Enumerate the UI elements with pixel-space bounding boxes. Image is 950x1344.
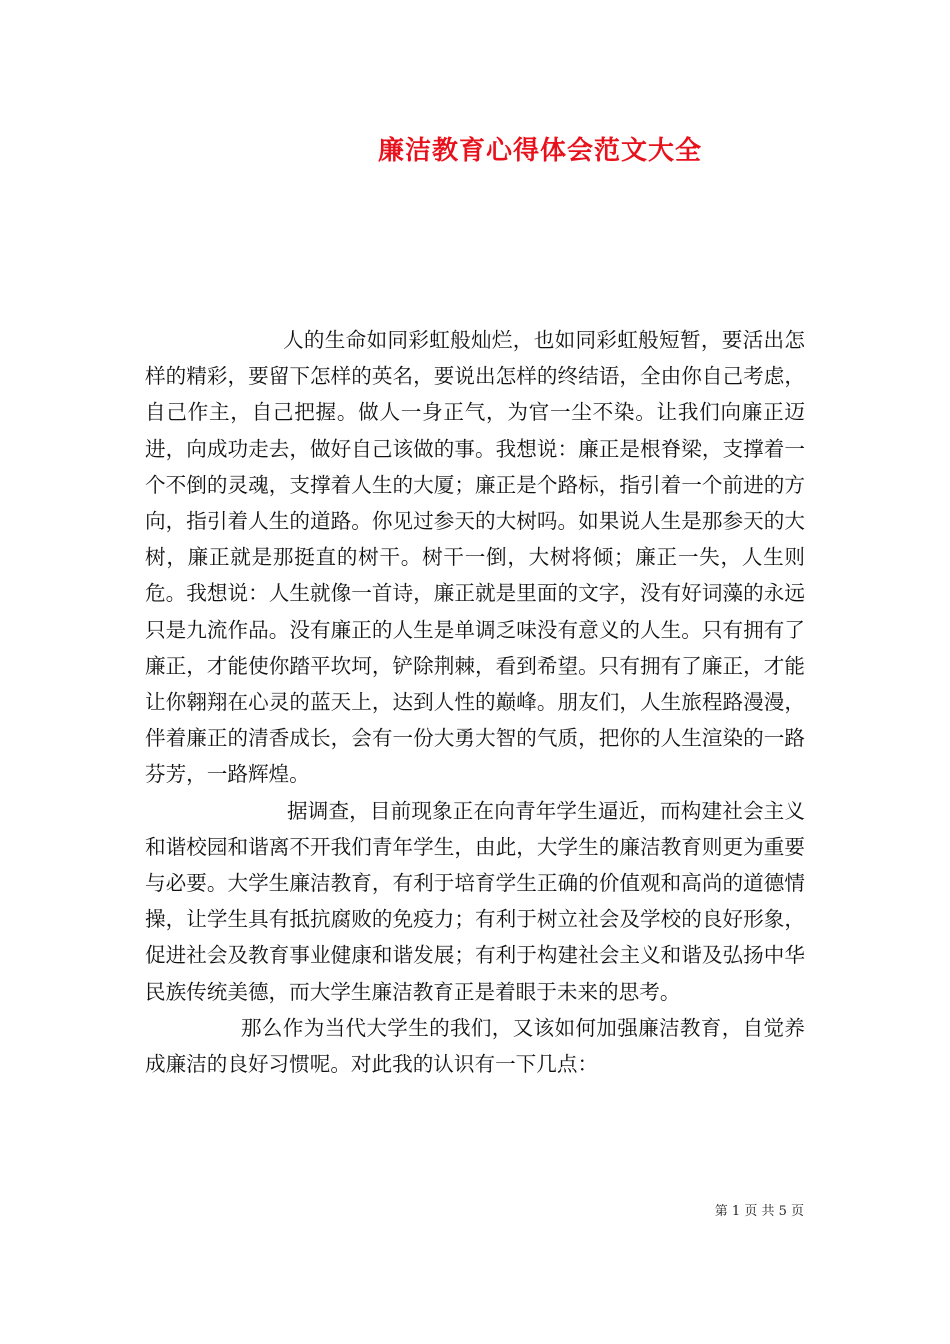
document-body — [145, 322, 805, 1082]
document-title: 廉洁教育心得体会范文大全 — [377, 136, 702, 166]
paragraph-3: 那么作为当代大学生的我们，又该如何加强廉洁教育，自觉养成廉洁的良好习惯呢。对此我的认识有一下几点： — [145, 1015, 805, 1077]
page-number: 第 1 页 共 5 页 — [714, 1204, 804, 1219]
paragraph-2: 据调查，目前现象正在向青年学生逼近，而构建社会主义和谐校园和谐离不开我们青年学生，由此，大学生的廉洁教育则更为重要与必要。大学生廉洁教育，有利于培育学生正确的价值观和高尚的道德情操，让学生具有抵抗腐败的免疫力；有利于树立社会及学校的良好形象，促进社会及教育事业健康和谐发展；有利于构建社会主义和谐及弘扬中华民族传统美德，而大学生廉洁教育正是着眼于未来的思考。 — [145, 798, 805, 1004]
paragraph-1: 人的生命如同彩虹般灿烂，也如同彩虹般短暂，要活出怎样的精彩，要留下怎样的英名，要说出怎样的终结语，全由你自己考虑，自己作主，自己把握。做人一身正气，为官一尘不染。让我们向廉正迈进，向成功走去，做好自己该做的事。我想说：廉正是根脊梁，支撑着一个不倒的灵魂，支撑着人生的大厦；廉正是个路标，指引着一个前进的方向，指引着人生的道路。你见过参天的大树吗。如果说人生是那参天的大树，廉正就是那挺直的树干。树干一倒，大树将倾；廉正一失，人生则危。我想说：人生就像一首诗，廉正就是里面的文字，没有好词藻的永远只是九流作品。没有廉正的人生是单调乏味没有意义的人生。只有拥有了廉正，才能使你踏平坎坷，铲除荆棘，看到希望。只有拥有了廉正，才能让你翱翔在心灵的蓝天上，达到人性的巅峰。朋友们，人生旅程路漫漫，伴着廉正的清香成长，会有一份大勇大智的气质，把你的人生渲染的一路芬芳，一路辉煌。 — [145, 328, 805, 787]
